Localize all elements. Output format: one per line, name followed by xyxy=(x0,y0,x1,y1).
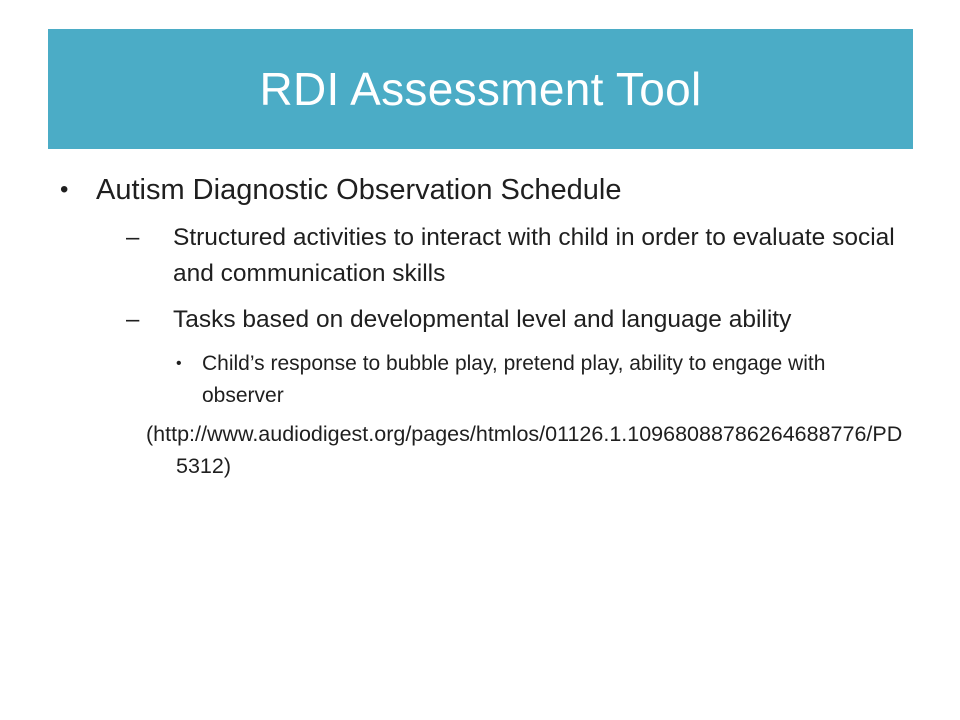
bullet-level3 xyxy=(176,348,910,412)
bullet-dot-icon: • xyxy=(60,176,69,203)
bullet-dot-icon: • xyxy=(176,355,182,372)
bullet-text-childs-response: Child’s response to bubble play, pretend play, ability to engage with observer xyxy=(202,352,826,407)
dash-bullet-icon: – xyxy=(126,306,140,333)
bullet-text-structured-activities: Structured activities to interact with child in order to evaluate social and communication skills xyxy=(173,224,895,287)
dash-bullet-icon: – xyxy=(126,224,140,251)
slide-title: RDI Assessment Tool xyxy=(259,63,702,115)
slide-body xyxy=(60,168,910,482)
bullet-level2 xyxy=(126,220,910,292)
bullet-text-ados: Autism Diagnostic Observation Schedule xyxy=(96,174,622,206)
bullet-text-tasks: Tasks based on developmental level and language ability xyxy=(173,306,792,333)
slide-title-bar xyxy=(48,29,913,149)
reference-link[interactable]: (http://www.audiodigest.org/pages/htmlos/01126.1.10968088786264688776/PD5312) xyxy=(146,422,903,478)
bullet-level1 xyxy=(60,168,910,212)
bullet-level2 xyxy=(126,302,910,338)
